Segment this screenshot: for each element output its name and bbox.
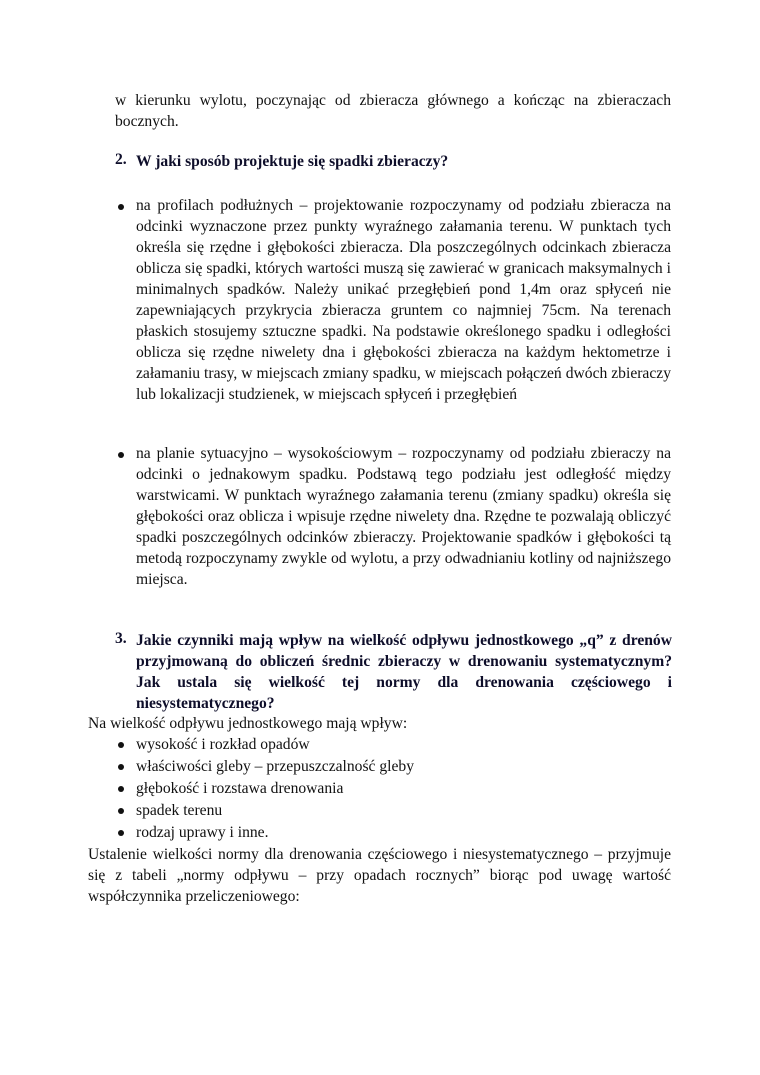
section-2-bullet-2: na planie sytuacyjno – wysokościowym – rozpoczynamy od podziału zbieraczy na odcinki o jednakowym spadku. Podstawą tego podziału jest odległość między warstwicami. W punktach wyraźnego załamania terenu (zmiany spadku) określa się głębokości oraz oblicza i wpisuje rzędne niwelety dna. Rzędne te pozwalają obliczyć spadki poszczególnych odcinków zbieraczy. Projektowanie spadków i głębokości tą metodą rozpoczynamy zwykle od wylotu, a przy odwadnianiu kotliny od najniższego miejsca. bbox=[136, 445, 671, 588]
section-2-heading: W jaki sposób projektuje się spadki zbieraczy? bbox=[136, 153, 449, 170]
factor-item: właściwości gleby – przepuszczalność gleby bbox=[136, 758, 414, 775]
section-2-bullet-1: na profilach podłużnych – projektowanie rozpoczynamy od podziału zbieracza na odcinki wyznaczone przez punkty wyraźnego załamania terenu. W punktach tych określa się rzędne i głębokości zbieracza. Dla poszczególnych odcinkach zbieracza oblicza się spadki, których wartości muszą się zawierać w granicach maksymalnych i minimalnych spadków. Należy unikać przegłębień pond 1,4m oraz spłyceń nie zapewniających przykrycia zbieracza gruntem co najmniej 75cm. Na terenach płaskich stosujemy sztuczne spadki. Na podstawie określonego spadku i odległości oblicza się rzędne niwelety dna i głębokości zbieracza na każdym hektometrze i załamaniu trasy, w miejscach zmiany spadku, w miejscach połączeń dwóch zbieraczy lub lokalizacji studzienek, w miejscach spłyceń i przegłębień bbox=[136, 197, 671, 403]
bullet-dot-icon bbox=[118, 830, 124, 836]
section-3-heading: Jakie czynniki mają wpływ na wielkość odpływu jednostkowego „q” z drenów przyjmowaną do obliczeń średnic zbieraczy w drenowaniu systematycznym? Jak ustala się wielkość tej normy dla drenowania częściowego i niesystematycznego? bbox=[136, 632, 672, 712]
bullet-dot-icon bbox=[118, 764, 124, 770]
factor-item: głębokość i rozstawa drenowania bbox=[136, 780, 344, 797]
bullet-dot-icon bbox=[118, 204, 124, 210]
section-3-closing: Ustalenie wielkości normy dla drenowania częściowego i niesystematycznego – przyjmuje się z tabeli „normy odpływu – przy opadach rocznych” biorąc pod uwagę wartość współczynnika przeliczeniowego: bbox=[88, 846, 671, 905]
intro-paragraph: w kierunku wylotu, poczynając od zbieracza głównego a kończąc na zbieraczach bocznych. bbox=[115, 92, 671, 130]
factor-item: spadek terenu bbox=[136, 802, 223, 819]
section-3-lead: Na wielkość odpływu jednostkowego mają wpływ: bbox=[88, 715, 408, 732]
section-3-number: 3. bbox=[115, 630, 127, 647]
factor-item: rodzaj uprawy i inne. bbox=[136, 824, 269, 841]
bullet-dot-icon bbox=[118, 742, 124, 748]
factor-item: wysokość i rozkład opadów bbox=[136, 736, 310, 753]
section-2-number: 2. bbox=[115, 151, 127, 168]
bullet-dot-icon bbox=[118, 452, 124, 458]
bullet-dot-icon bbox=[118, 808, 124, 814]
bullet-dot-icon bbox=[118, 786, 124, 792]
